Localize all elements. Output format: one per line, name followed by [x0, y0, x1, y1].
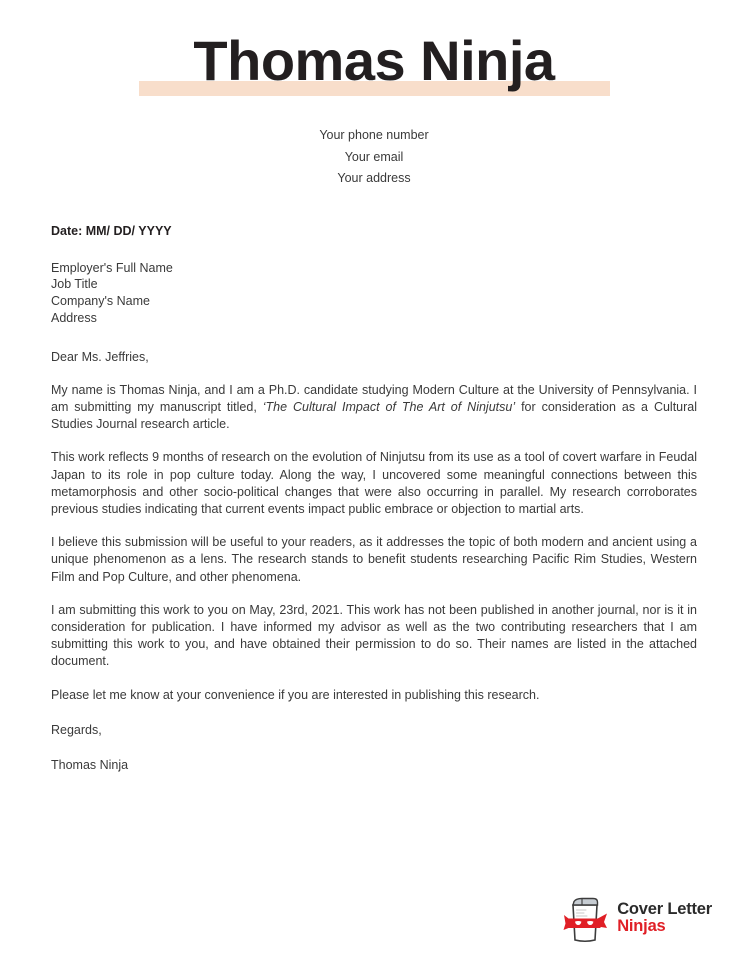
- ninja-document-mascot-icon: [562, 893, 608, 943]
- recipient-job-title: Job Title: [51, 277, 98, 292]
- recipient-address: Address: [51, 310, 97, 325]
- salutation: Dear Ms. Jeffries,: [51, 349, 149, 364]
- letter-body: [51, 223, 697, 774]
- contact-phone: Your phone number: [319, 128, 429, 142]
- contact-email: Your email: [344, 149, 404, 164]
- contact-block: [0, 125, 748, 190]
- brand-logo: [562, 893, 712, 943]
- closing-line: Regards,: [51, 722, 102, 737]
- paragraph-5: Please let me know at your convenience if you are interested in publishing this research.: [51, 687, 540, 702]
- contact-address: Your address: [337, 171, 411, 185]
- paragraph-2: This work reflects 9 months of research on the evolution of Ninjutsu from its use as a tool of covert warfare in Feudal Japan to its role in pop culture today. Along the way, I uncovered some meaningful connections between this metamorphosis and other socio-political changes that were also occurring in parallel. My research corroborates previous studies indicating that current events impact public embrace or objection to martial arts.: [51, 450, 697, 516]
- paragraph-1-after-italic: for consideration as a Cultural Studies Journal research article.: [51, 399, 698, 432]
- recipient-company: Company's Name: [51, 294, 150, 309]
- brand-line-ninjas: Ninjas: [617, 917, 666, 935]
- letter-header: [0, 0, 748, 190]
- manuscript-title-italic: ‘The Cultural Impact of The Art of Ninjutsu’: [262, 399, 516, 414]
- brand-wordmark: [617, 901, 712, 935]
- page-title: Thomas Ninja: [193, 29, 555, 92]
- paragraph-1: [51, 382, 697, 434]
- recipient-name: Employer's Full Name: [51, 260, 173, 275]
- recipient-block: [51, 260, 697, 327]
- signature-name: Thomas Ninja: [51, 757, 129, 772]
- brand-line-cover-letter: Cover Letter: [617, 899, 712, 918]
- date-line: Date: MM/ DD/ YYYY: [51, 223, 172, 238]
- name-heading-wrap: [0, 30, 748, 98]
- paragraph-3: I believe this submission will be useful to your readers, as it addresses the topic of both modern and ancient using a unique phenomenon as a lens. The research stands to benefit students researching Pacific Rim Studies, Western Film and Pop Culture, and other phenomena.: [51, 535, 697, 584]
- paragraph-4: I am submitting this work to you on May, 23rd, 2021. This work has not been published in another journal, nor is it in consideration for publication. I have informed my advisor as well as the two contributing researchers that I am submitting this work to you, and have obtained their permission to do so. Their names are listed in the attached document.: [51, 602, 697, 669]
- paragraph-1-before-italic: My name is Thomas Ninja, and I am a Ph.D. candidate studying Modern Culture at the University of Pennsylvania. I am submitting my manuscript titled,: [51, 382, 697, 414]
